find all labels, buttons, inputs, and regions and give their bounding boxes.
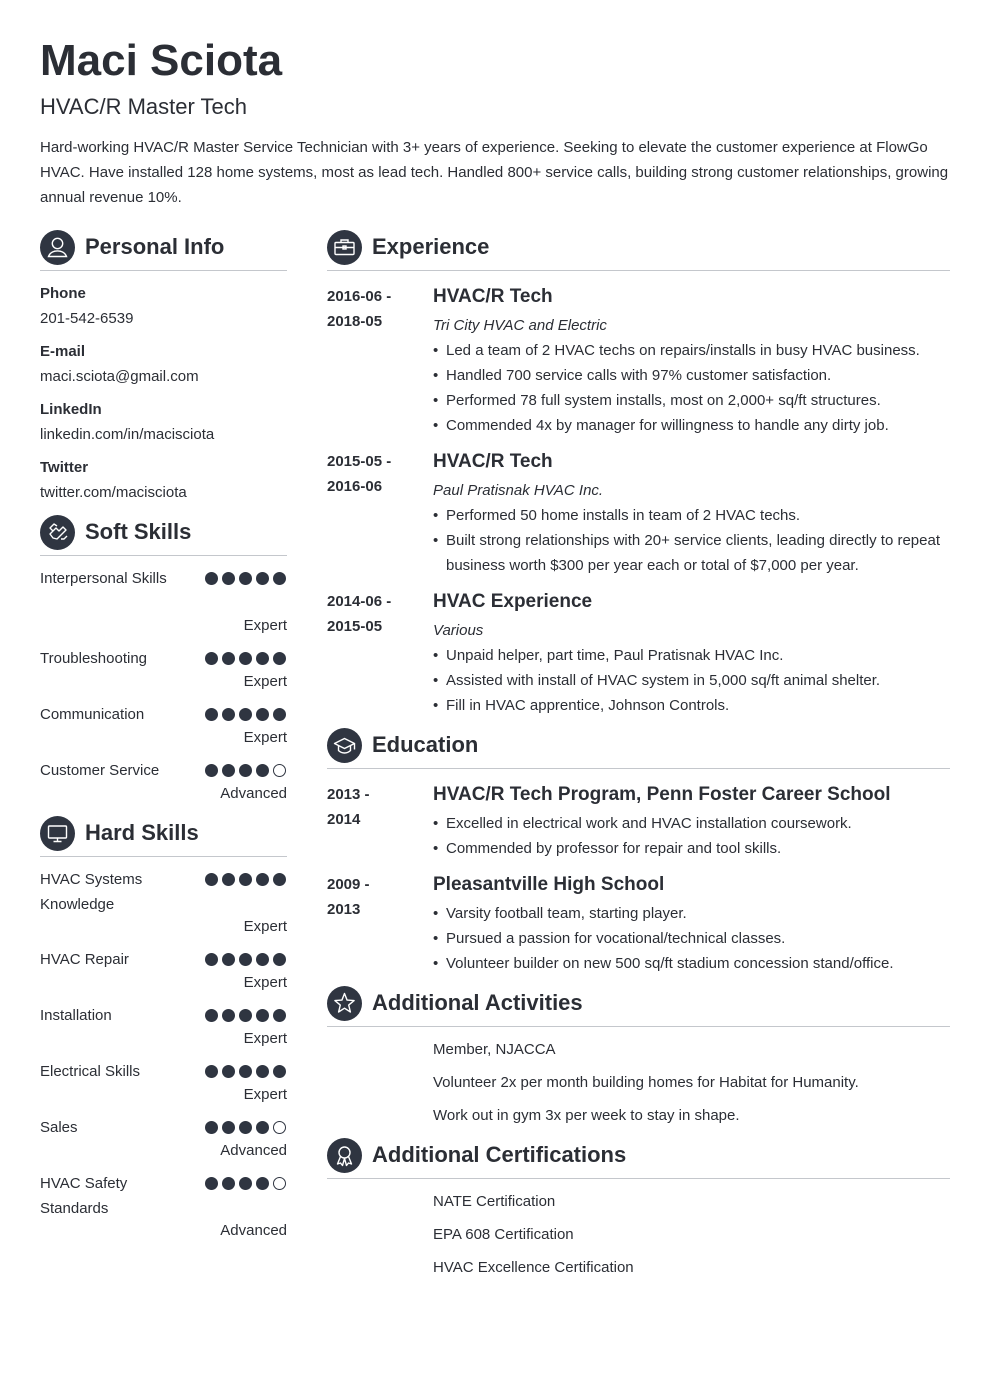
- experience-bullets: [433, 643, 948, 718]
- rating-dot-filled: [222, 873, 235, 886]
- skill-level: Expert: [243, 1086, 287, 1103]
- rating-dot-filled: [205, 1177, 218, 1190]
- activity-item: Work out in gym 3x per week to stay in shape.: [433, 1107, 740, 1124]
- date-end: 2018-05: [327, 313, 383, 330]
- twitter-value[interactable]: twitter.com/macisciota: [40, 484, 187, 501]
- skill-name: Customer Service: [40, 762, 160, 779]
- soft-skills-header: [40, 515, 287, 556]
- rating-dot-filled: [205, 764, 218, 777]
- skill-rating: [205, 572, 287, 585]
- rating-dot-filled: [273, 873, 286, 886]
- certifications-title: Additional Certifications: [372, 1142, 627, 1167]
- education-title: Pleasantville High School: [433, 874, 665, 895]
- date-end: 2015-05: [327, 618, 383, 635]
- rating-dot-filled: [256, 1177, 269, 1190]
- rating-dot-filled: [205, 572, 218, 585]
- bullet-item: • Led a team of 2 HVAC techs on repairs/installs in busy HVAC business.: [433, 338, 948, 363]
- phone-label: Phone: [40, 285, 86, 302]
- rating-dot-filled: [273, 652, 286, 665]
- bullet-item: • Excelled in electrical work and HVAC installation coursework.: [433, 811, 948, 836]
- skill-name: Installation: [40, 1007, 112, 1024]
- skill-level: Advanced: [220, 785, 287, 802]
- date-start: 2009 -: [327, 876, 370, 893]
- briefcase-icon: [327, 230, 362, 265]
- bullet-item: • Fill in HVAC apprentice, Johnson Controls.: [433, 693, 948, 718]
- rating-dot-filled: [205, 873, 218, 886]
- personal-info-title: Personal Info: [85, 234, 225, 259]
- rating-dot-filled: [256, 764, 269, 777]
- hard-skills-header: [40, 816, 287, 857]
- rating-dot-filled: [273, 1065, 286, 1078]
- date-start: 2015-05 -: [327, 453, 392, 470]
- bullet-item: • Unpaid helper, part time, Paul Pratisnak HVAC Inc.: [433, 643, 948, 668]
- date-start: 2013 -: [327, 786, 370, 803]
- rating-dot-filled: [273, 572, 286, 585]
- date-end: 2013: [327, 901, 361, 918]
- phone-value: 201-542-6539: [40, 310, 134, 327]
- skill-name: HVAC Repair: [40, 951, 129, 968]
- email-value[interactable]: maci.sciota@gmail.com: [40, 368, 199, 385]
- education-dates: [327, 782, 422, 832]
- skill-level: Expert: [243, 673, 287, 690]
- hard-skills-title: Hard Skills: [85, 820, 199, 845]
- skill-rating: [205, 1009, 287, 1022]
- activities-title: Additional Activities: [372, 990, 583, 1015]
- education-bullets: [433, 901, 948, 976]
- education-bullets: [433, 811, 948, 861]
- rating-dot-filled: [222, 708, 235, 721]
- skill-name: HVAC Safety Standards: [40, 1175, 128, 1217]
- star-icon: [327, 986, 362, 1021]
- date-end: 2016-06: [327, 478, 383, 495]
- experience-dates: [327, 449, 422, 499]
- rating-dot-filled: [222, 953, 235, 966]
- skill-name: Communication: [40, 706, 145, 723]
- skill-name: Troubleshooting: [40, 650, 148, 667]
- experience-title: HVAC/R Tech: [433, 451, 553, 472]
- rating-dot-filled: [239, 572, 252, 585]
- education-title: HVAC/R Tech Program, Penn Foster Career School: [433, 784, 891, 805]
- skill-name: Sales: [40, 1119, 78, 1136]
- rating-dot-filled: [205, 1009, 218, 1022]
- experience-bullets: [433, 503, 948, 578]
- soft-skills-title: Soft Skills: [85, 519, 192, 544]
- activities-header: [327, 986, 950, 1027]
- skill-rating: [205, 953, 287, 966]
- email-label: E-mail: [40, 343, 86, 360]
- rating-dot-filled: [239, 708, 252, 721]
- experience-title: HVAC Experience: [433, 591, 593, 612]
- rating-dot-filled: [205, 953, 218, 966]
- job-title: HVAC/R Master Tech: [40, 94, 248, 119]
- certification-item: NATE Certification: [433, 1193, 556, 1210]
- rating-dot-filled: [239, 1009, 252, 1022]
- certification-item: HVAC Excellence Certification: [433, 1259, 634, 1276]
- bullet-item: • Volunteer builder on new 500 sq/ft stadium concession stand/office.: [433, 951, 948, 976]
- education-header: [327, 728, 950, 769]
- rating-dot-filled: [256, 953, 269, 966]
- rating-dot-filled: [222, 1177, 235, 1190]
- skill-name: Electrical Skills: [40, 1063, 141, 1080]
- graduation-cap-icon: [327, 728, 362, 763]
- skill-level: Advanced: [220, 1222, 287, 1239]
- summary: Hard-working HVAC/R Master Service Technician with 3+ years of experience. Seeking to elevate the customer experience at FlowGo HVAC. Have installed 128 home systems, most as lead tech. Handled 800+ service calls, building strong customer relationships, growing annual revenue 10%.: [40, 139, 949, 206]
- rating-dot-filled: [205, 708, 218, 721]
- skill-rating: [205, 1177, 287, 1190]
- education-dates: [327, 872, 422, 922]
- experience-company: Various: [433, 622, 484, 639]
- education-title: Education: [372, 732, 479, 757]
- bullet-item: • Performed 50 home installs in team of 2 HVAC techs.: [433, 503, 948, 528]
- bullet-item: • Commended 4x by manager for willingness to handle any dirty job.: [433, 413, 948, 438]
- experience-bullets: [433, 338, 948, 438]
- handshake-icon: [40, 515, 75, 550]
- experience-dates: [327, 284, 422, 334]
- rating-dot-empty: [273, 1121, 286, 1134]
- rating-dot-filled: [239, 764, 252, 777]
- rating-dot-empty: [273, 764, 286, 777]
- candidate-name: Maci Sciota: [40, 36, 283, 85]
- bullet-item: • Pursued a passion for vocational/technical classes.: [433, 926, 948, 951]
- skill-level: Expert: [243, 617, 287, 634]
- skill-level: Expert: [243, 729, 287, 746]
- experience-title: HVAC/R Tech: [433, 286, 553, 307]
- rating-dot-filled: [256, 873, 269, 886]
- skill-rating: [205, 652, 287, 665]
- rating-dot-filled: [222, 1065, 235, 1078]
- linkedin-value[interactable]: linkedin.com/in/macisciota: [40, 426, 215, 443]
- experience-company: Paul Pratisnak HVAC Inc.: [433, 482, 604, 499]
- experience-company: Tri City HVAC and Electric: [433, 317, 607, 334]
- certification-item: EPA 608 Certification: [433, 1226, 574, 1243]
- monitor-icon: [40, 816, 75, 851]
- rating-dot-filled: [256, 1121, 269, 1134]
- date-start: 2016-06 -: [327, 288, 392, 305]
- bullet-item: • Assisted with install of HVAC system in 5,000 sq/ft animal shelter.: [433, 668, 948, 693]
- skill-level: Advanced: [220, 1142, 287, 1159]
- rating-dot-filled: [273, 953, 286, 966]
- activity-item: Volunteer 2x per month building homes for Habitat for Humanity.: [433, 1074, 859, 1091]
- rating-dot-filled: [239, 1177, 252, 1190]
- rating-dot-filled: [222, 1121, 235, 1134]
- rating-dot-filled: [239, 1065, 252, 1078]
- bullet-item: • Built strong relationships with 20+ service clients, leading directly to repeat business worth $300 per year each or total of $7,000 per year.: [433, 528, 948, 578]
- experience-header: [327, 230, 950, 271]
- bullet-item: • Commended by professor for repair and tool skills.: [433, 836, 948, 861]
- rating-dot-filled: [205, 652, 218, 665]
- skill-name: HVAC Systems Knowledge: [40, 871, 143, 913]
- experience-title: Experience: [372, 234, 490, 259]
- skill-rating: [205, 1121, 287, 1134]
- skill-level: Expert: [243, 1030, 287, 1047]
- skill-rating: [205, 708, 287, 721]
- rating-dot-filled: [239, 652, 252, 665]
- personal-info-header: [40, 230, 287, 271]
- experience-dates: [327, 589, 422, 639]
- rating-dot-filled: [205, 1065, 218, 1078]
- skill-rating: [205, 1065, 287, 1078]
- rating-dot-filled: [205, 1121, 218, 1134]
- rating-dot-filled: [256, 652, 269, 665]
- skill-name: Interpersonal Skills: [40, 570, 167, 587]
- rating-dot-filled: [239, 953, 252, 966]
- rating-dot-filled: [239, 1121, 252, 1134]
- rating-dot-filled: [256, 572, 269, 585]
- rating-dot-filled: [239, 873, 252, 886]
- award-ribbon-icon: [327, 1138, 362, 1173]
- certifications-header: [327, 1138, 950, 1179]
- skill-level: Expert: [243, 974, 287, 991]
- rating-dot-filled: [256, 1065, 269, 1078]
- skill-rating: [205, 873, 287, 886]
- rating-dot-filled: [273, 708, 286, 721]
- rating-dot-filled: [222, 652, 235, 665]
- rating-dot-filled: [222, 1009, 235, 1022]
- bullet-item: • Performed 78 full system installs, most on 2,000+ sq/ft structures.: [433, 388, 948, 413]
- skill-level: Expert: [243, 918, 287, 935]
- skill-rating: [205, 764, 287, 777]
- rating-dot-empty: [273, 1177, 286, 1190]
- activity-item: Member, NJACCA: [433, 1041, 556, 1058]
- date-start: 2014-06 -: [327, 593, 392, 610]
- twitter-label: Twitter: [40, 459, 89, 476]
- linkedin-label: LinkedIn: [40, 401, 102, 418]
- user-icon: [40, 230, 75, 265]
- rating-dot-filled: [222, 764, 235, 777]
- rating-dot-filled: [273, 1009, 286, 1022]
- rating-dot-filled: [256, 708, 269, 721]
- rating-dot-filled: [222, 572, 235, 585]
- date-end: 2014: [327, 811, 361, 828]
- rating-dot-filled: [256, 1009, 269, 1022]
- bullet-item: • Varsity football team, starting player.: [433, 901, 948, 926]
- bullet-item: • Handled 700 service calls with 97% customer satisfaction.: [433, 363, 948, 388]
